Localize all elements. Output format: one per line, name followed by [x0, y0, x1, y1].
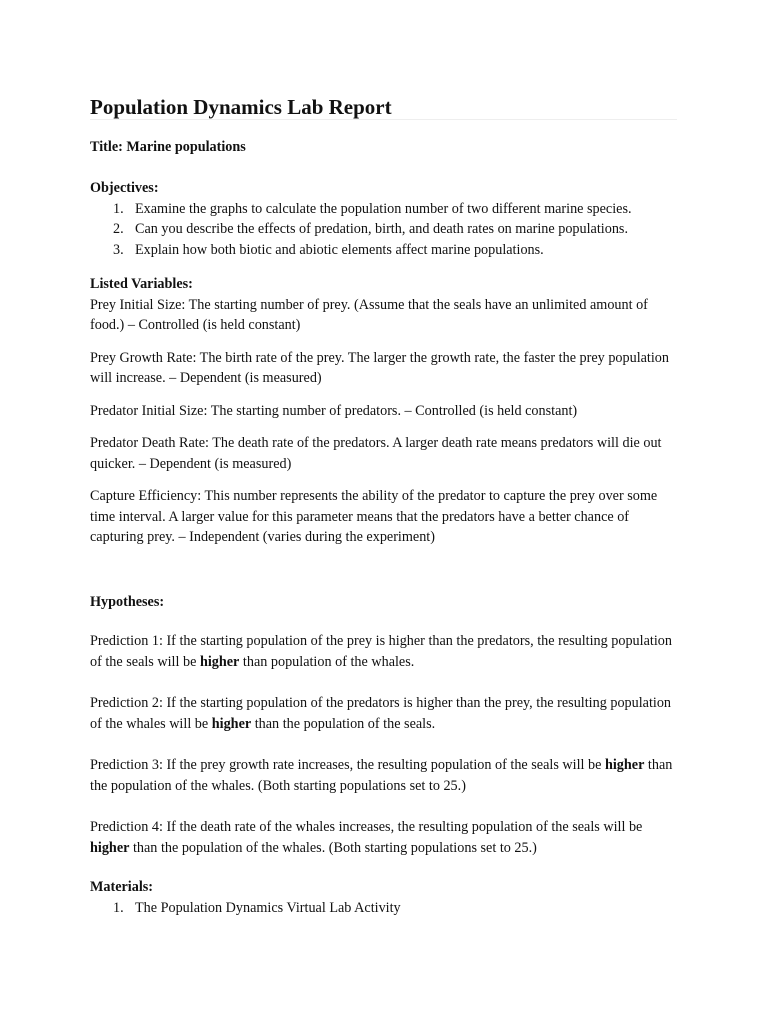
title-line: Title: Marine populations: [90, 139, 246, 155]
list-number: 1.: [113, 899, 124, 916]
prediction-text: Prediction 2: If the starting population of the predators is higher than the prey, the resulting population of the whales will be: [90, 695, 672, 732]
objective-item: [90, 240, 680, 261]
list-number: 3.: [113, 241, 124, 258]
prediction-emphasis: higher: [211, 715, 252, 732]
prediction-emphasis: higher: [199, 653, 240, 670]
prediction-text: Prediction 4: If the death rate of the whales increases, the resulting population of the seals will be: [90, 819, 643, 835]
document-body: [90, 137, 680, 918]
prediction-1: [90, 631, 680, 672]
objective-text: Examine the graphs to calculate the population number of two different marine species.: [135, 200, 632, 217]
prediction-4: [90, 817, 680, 858]
variable-capture-efficiency: Capture Efficiency: This number represents the ability of the predator to capture the prey over some time interval. A larger value for this parameter means that the predators have a better chance of capturing prey. – Independent (varies during the experiment): [90, 488, 658, 545]
material-text: The Population Dynamics Virtual Lab Activity: [135, 899, 401, 916]
materials-list: [90, 898, 680, 919]
prediction-text: than population of the whales.: [239, 653, 415, 670]
prediction-2: [90, 693, 680, 734]
list-number: 1.: [113, 200, 124, 217]
prediction-text: Prediction 1: If the starting population of the prey is higher than the predators, the resulting population of the seals will be: [90, 633, 672, 670]
prediction-emphasis: higher: [604, 757, 645, 773]
objective-text: Can you describe the effects of predation, birth, and death rates on marine populations.: [135, 221, 628, 237]
prediction-text: than the population of the whales. (Both starting populations set to 25.): [129, 839, 537, 856]
prediction-text: Prediction 3: If the prey growth rate increases, the resulting population of the seals will be: [90, 757, 605, 773]
variable-predator-initial-size: Predator Initial Size: The starting number of predators. – Controlled (is held constant): [90, 402, 578, 419]
prediction-emphasis: higher: [90, 839, 130, 856]
variable-predator-death-rate: Predator Death Rate: The death rate of the predators. A larger death rate means predators will die out quicker. – Dependent (is measured): [90, 435, 662, 472]
prediction-3: [90, 755, 680, 796]
material-item: [90, 898, 680, 919]
objective-item: [90, 219, 680, 240]
heading-underline: [90, 119, 677, 120]
objective-text: Explain how both biotic and abiotic elements affect marine populations.: [135, 241, 544, 258]
prediction-text: than the population of the seals.: [251, 715, 436, 732]
variable-prey-growth-rate: Prey Growth Rate: The birth rate of the prey. The larger the growth rate, the faster the prey population will increase. – Dependent (is measured): [90, 349, 669, 386]
prediction-text: than the population of the whales. (Both starting populations set to 25.): [90, 757, 673, 794]
materials-label: Materials:: [90, 879, 154, 895]
variables-label: Listed Variables:: [90, 276, 193, 292]
list-number: 2.: [113, 221, 124, 237]
objectives-list: [90, 199, 680, 261]
objectives-label: Objectives:: [90, 180, 159, 196]
document-heading: Population Dynamics Lab Report: [90, 95, 392, 119]
variable-prey-initial-size: Prey Initial Size: The starting number of prey. (Assume that the seals have an unlimited amount of food.) – Controlled (is held constant): [90, 296, 648, 333]
hypotheses-label: Hypotheses:: [90, 593, 165, 610]
objective-item: [90, 199, 680, 220]
